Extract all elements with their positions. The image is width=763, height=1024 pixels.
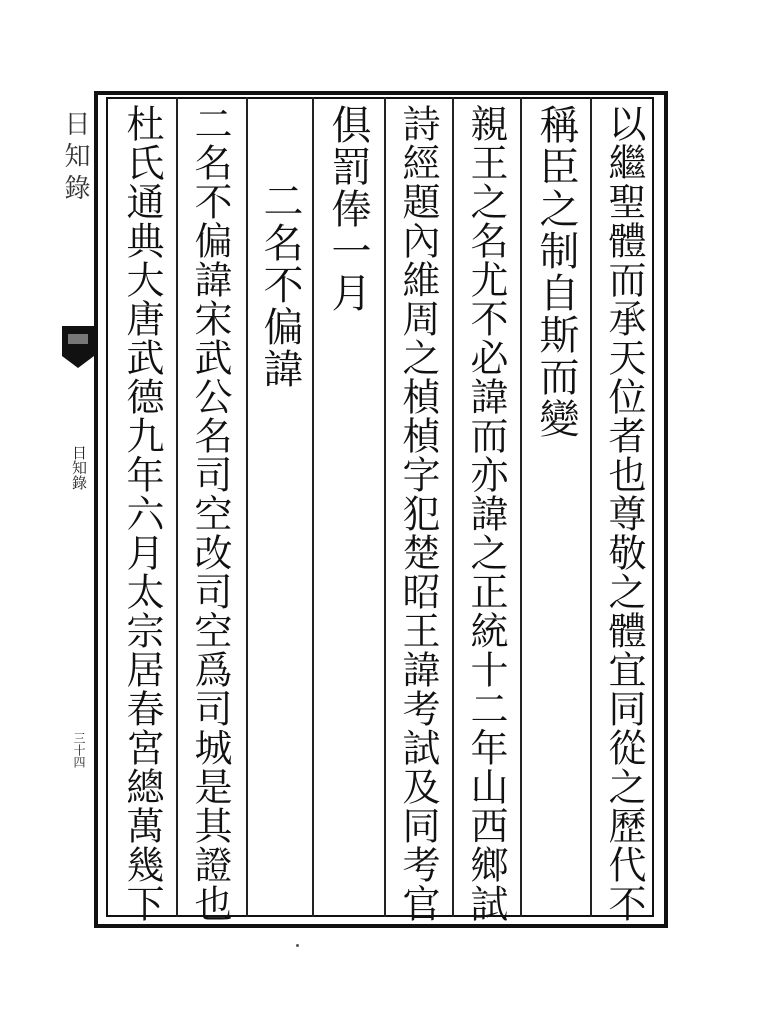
text-column-1: 以繼聖體而承天位者也尊敬之體宜同從之歷代不	[602, 104, 646, 923]
page-number: 三十四	[72, 732, 86, 768]
fish-tail-ornament-icon	[62, 326, 94, 368]
book-label: 日知錄	[70, 445, 88, 490]
text-column-7: 二名不偏諱宋武公名司空改司空爲司城是其證也	[188, 104, 232, 923]
column-divider	[590, 97, 592, 917]
column-divider	[520, 97, 522, 917]
section-heading: 二名不偏諱	[257, 180, 303, 390]
text-column-2: 稱臣之制自斯而變	[533, 104, 579, 440]
column-divider	[452, 97, 454, 917]
column-divider	[176, 97, 178, 917]
column-divider	[312, 97, 314, 917]
text-column-8: 杜氏通典大唐武德九年六月太宗居春宮總萬幾下	[120, 104, 164, 923]
column-divider	[384, 97, 386, 917]
column-divider	[246, 97, 248, 917]
text-column-5: 俱罰俸一月	[325, 104, 371, 314]
text-column-4: 詩經題內維周之楨楨字犯楚昭王諱考試及同考官	[396, 104, 440, 923]
text-column-3: 親王之名尤不必諱而亦諱之正統十二年山西鄉試	[464, 104, 508, 923]
running-title: 日知錄	[60, 110, 90, 206]
speck	[296, 944, 299, 947]
